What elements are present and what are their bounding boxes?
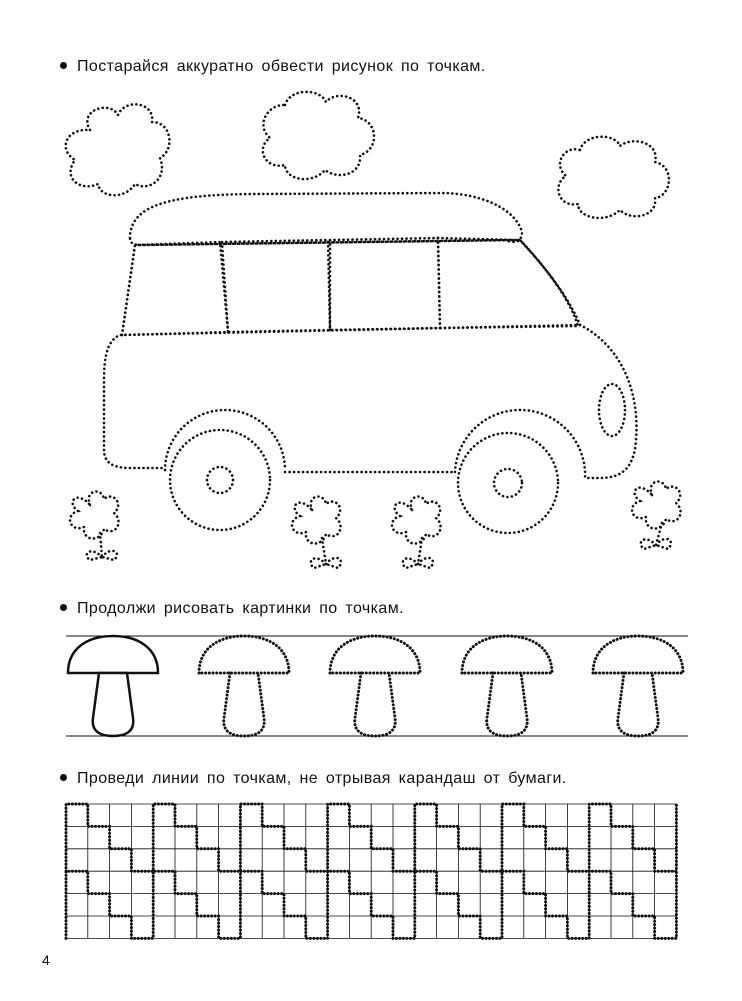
mushroom-icon xyxy=(68,636,158,736)
instruction-lines xyxy=(60,770,567,788)
instruction-lines-text: Проведи линии по точкам, не отрывая карандаш от бумаги. xyxy=(77,770,567,787)
instruction-continue-text: Продолжи рисовать картинки по точкам. xyxy=(77,600,404,617)
mushroom-icon xyxy=(462,636,552,736)
tracing-grid xyxy=(0,800,742,950)
instruction-continue xyxy=(60,600,404,618)
cloud-icon xyxy=(263,92,374,179)
bullet-icon xyxy=(60,604,67,611)
instruction-trace-text: Постарайся аккуратно обвести рисунок по точкам. xyxy=(77,58,486,75)
flower-icon xyxy=(292,497,341,568)
flower-icon xyxy=(70,492,118,560)
flower-icon xyxy=(392,497,440,568)
cloud-icon xyxy=(558,137,669,218)
mushroom-icon xyxy=(199,636,289,736)
page-number: 4 xyxy=(42,952,50,968)
bus-icon xyxy=(104,193,637,533)
flower-icon xyxy=(632,482,680,549)
bullet-icon xyxy=(60,774,67,781)
cloud-icon xyxy=(66,104,170,195)
mushroom-icon xyxy=(593,636,683,736)
mushroom-icon xyxy=(330,636,420,736)
mushroom-row xyxy=(0,628,742,748)
